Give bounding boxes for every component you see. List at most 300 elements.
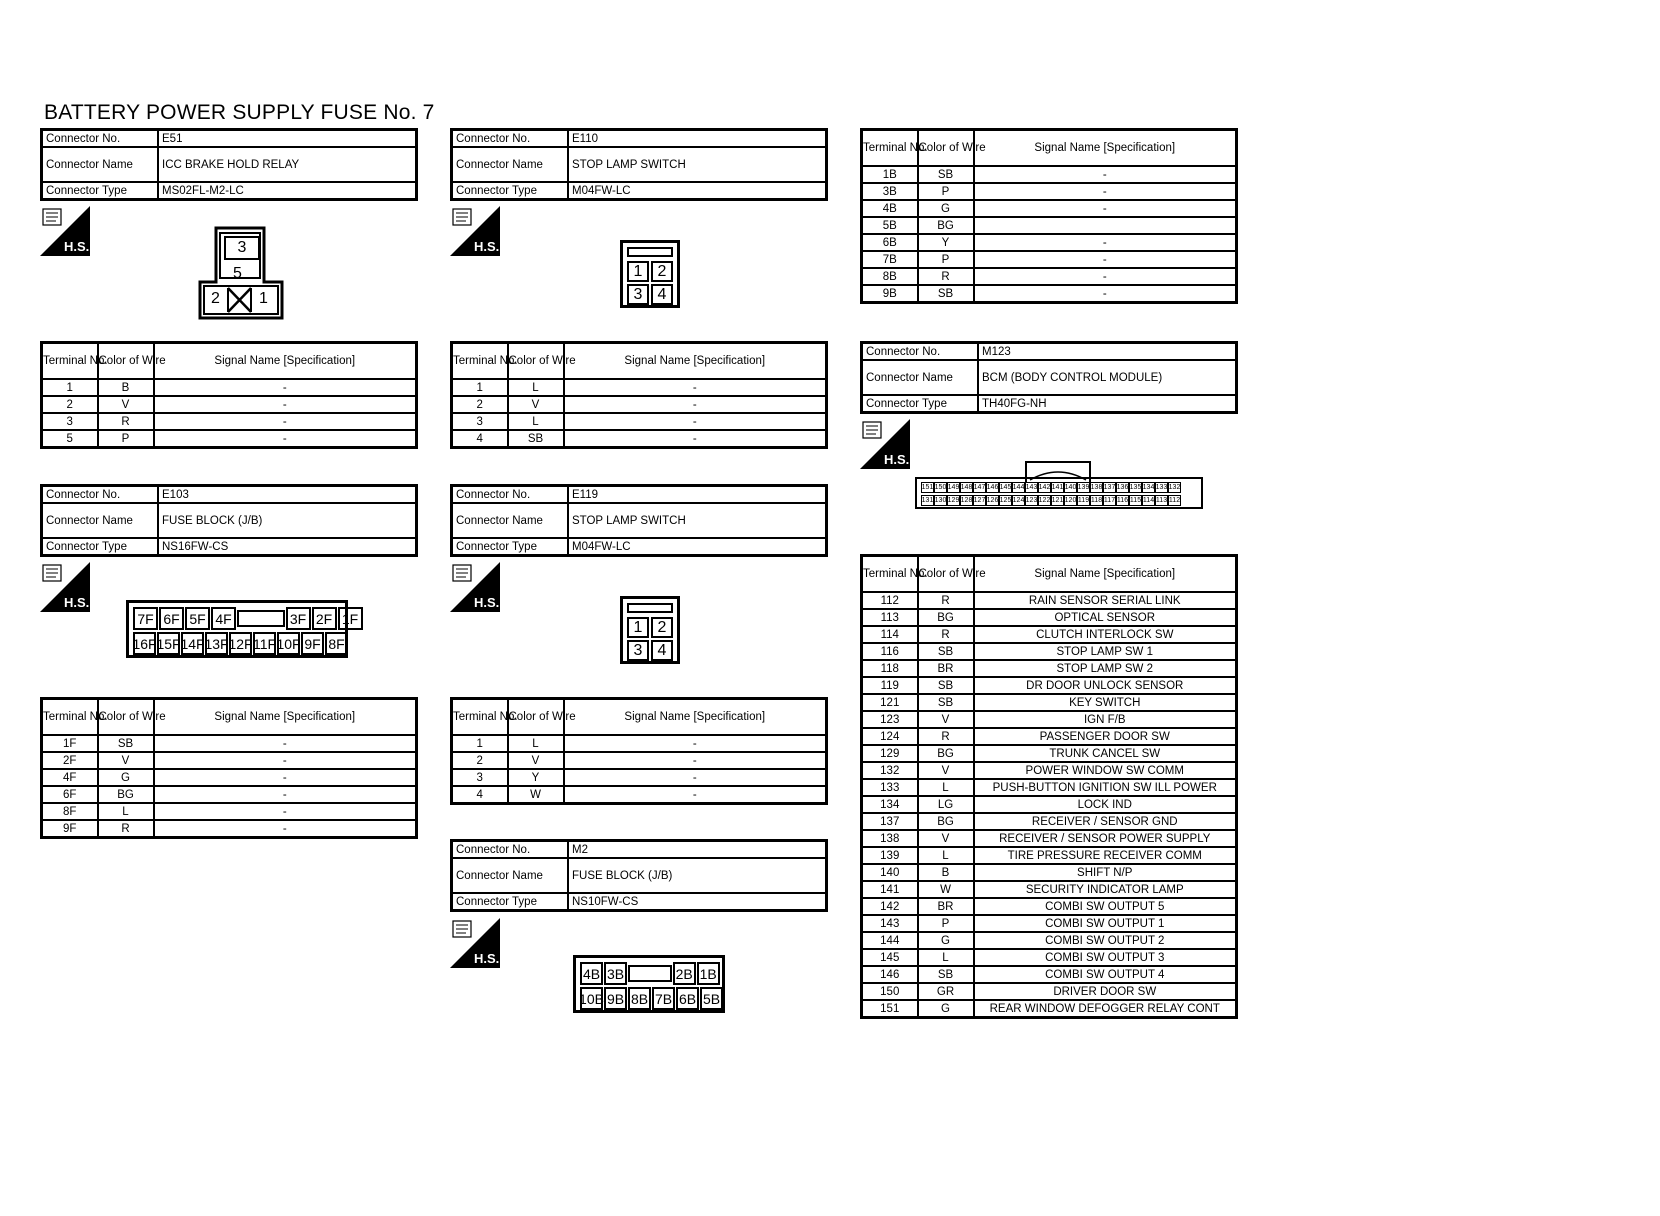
terminal-no-cell: 1F bbox=[42, 735, 98, 752]
pin-3: 3 bbox=[627, 640, 649, 661]
table-row bbox=[862, 966, 1237, 983]
signal-name-cell: - bbox=[154, 396, 417, 413]
wire-color-cell: G bbox=[918, 200, 974, 217]
color-of-wire-header: Color of Wire bbox=[98, 699, 154, 736]
color-of-wire-header: Color of Wire bbox=[508, 343, 564, 380]
pin-cell: 121 bbox=[1051, 497, 1064, 504]
connector-type-value: M04FW-LC bbox=[568, 538, 827, 556]
pin-cell: 141 bbox=[1051, 484, 1064, 491]
pin-cell: 2F bbox=[312, 607, 337, 630]
signal-name-cell: - bbox=[974, 285, 1237, 303]
wire-color-cell: BR bbox=[918, 898, 974, 915]
wire-color-cell: Y bbox=[918, 234, 974, 251]
pin-cell: 132 bbox=[1168, 484, 1181, 491]
connector-name-label: Connector Name bbox=[42, 503, 159, 538]
pin-cell: 8B bbox=[628, 987, 651, 1010]
terminal-no-cell: 140 bbox=[862, 864, 918, 881]
terminal-no-cell: 6B bbox=[862, 234, 918, 251]
table-row bbox=[862, 660, 1237, 677]
terminal-no-cell: 114 bbox=[862, 626, 918, 643]
table-row bbox=[452, 786, 827, 804]
pin-cell: 4B bbox=[580, 962, 603, 985]
connector-info-m2 bbox=[450, 839, 828, 912]
terminal-no-cell: 124 bbox=[862, 728, 918, 745]
wire-color-cell: GR bbox=[918, 983, 974, 1000]
pin-cell: 1F bbox=[338, 607, 363, 630]
signal-name-cell: COMBI SW OUTPUT 2 bbox=[974, 932, 1237, 949]
wire-color-cell: V bbox=[918, 711, 974, 728]
terminal-no-cell: 8F bbox=[42, 803, 98, 820]
pin-cell: 6F bbox=[159, 607, 184, 630]
pin-cell: 3B bbox=[604, 962, 627, 985]
pin-cell: 10F bbox=[277, 632, 300, 655]
terminal-no-cell: 119 bbox=[862, 677, 918, 694]
terminal-no-cell: 2 bbox=[452, 396, 508, 413]
pin-cell: 142 bbox=[1038, 484, 1051, 491]
terminal-no-cell: 118 bbox=[862, 660, 918, 677]
table-row bbox=[862, 592, 1237, 609]
terminal-no-cell: 3 bbox=[42, 413, 98, 430]
table-row bbox=[862, 166, 1237, 183]
pin-cell: 114 bbox=[1142, 497, 1155, 504]
pin-cell: 8F bbox=[325, 632, 348, 655]
wire-color-cell: L bbox=[508, 379, 564, 396]
wire-color-cell: BR bbox=[918, 660, 974, 677]
signal-name-cell: - bbox=[564, 769, 827, 786]
signal-name-cell: STOP LAMP SW 2 bbox=[974, 660, 1237, 677]
signal-name-cell: - bbox=[154, 413, 417, 430]
signal-name-cell: - bbox=[154, 820, 417, 838]
wire-color-cell: LG bbox=[918, 796, 974, 813]
connector-no-label: Connector No. bbox=[42, 486, 159, 504]
terminal-no-cell: 2 bbox=[42, 396, 98, 413]
table-row bbox=[862, 711, 1237, 728]
table-row bbox=[862, 251, 1237, 268]
hs-label: H.S. bbox=[64, 595, 90, 610]
connector-name-value: STOP LAMP SWITCH bbox=[568, 147, 827, 182]
signal-name-cell: - bbox=[564, 752, 827, 769]
pin-cell: 129 bbox=[947, 497, 960, 504]
harness-side-icon bbox=[450, 562, 500, 612]
wire-color-cell: L bbox=[918, 779, 974, 796]
table-row bbox=[862, 183, 1237, 200]
signal-name-cell: DRIVER DOOR SW bbox=[974, 983, 1237, 1000]
wire-color-cell: V bbox=[918, 830, 974, 847]
table-row bbox=[42, 430, 417, 448]
table-row bbox=[862, 745, 1237, 762]
terminal-no-cell: 7B bbox=[862, 251, 918, 268]
pin-cell: 130 bbox=[934, 497, 947, 504]
wire-color-cell: R bbox=[918, 268, 974, 285]
pin-cell: 120 bbox=[1064, 497, 1077, 504]
wire-color-cell: SB bbox=[918, 694, 974, 711]
table-row bbox=[862, 932, 1237, 949]
terminal-no-cell: 143 bbox=[862, 915, 918, 932]
pin-cell: 11F bbox=[253, 632, 276, 655]
terminal-no-cell: 5B bbox=[862, 217, 918, 234]
connector-type-value: M04FW-LC bbox=[568, 182, 827, 200]
wire-color-cell: R bbox=[98, 820, 154, 838]
wire-color-cell: R bbox=[918, 728, 974, 745]
wire-color-cell: L bbox=[508, 735, 564, 752]
wire-color-cell: W bbox=[918, 881, 974, 898]
table-row bbox=[862, 285, 1237, 303]
table-row bbox=[42, 379, 417, 396]
wire-color-cell: L bbox=[98, 803, 154, 820]
pin-cell: 133 bbox=[1155, 484, 1168, 491]
wire-color-cell: P bbox=[918, 251, 974, 268]
signal-name-cell: - bbox=[154, 803, 417, 820]
signal-name-header: Signal Name [Specification] bbox=[154, 343, 417, 380]
signal-name-cell: REAR WINDOW DEFOGGER RELAY CONT bbox=[974, 1000, 1237, 1018]
pin-cell: 2B bbox=[673, 962, 696, 985]
connector-latch bbox=[237, 610, 285, 627]
wire-color-cell: R bbox=[98, 413, 154, 430]
terminal-table-m2 bbox=[860, 128, 1238, 304]
connector-name-label: Connector Name bbox=[42, 147, 159, 182]
pin-cell: 118 bbox=[1090, 497, 1103, 504]
pin-cell: 124 bbox=[1012, 497, 1025, 504]
terminal-no-cell: 139 bbox=[862, 847, 918, 864]
table-row bbox=[42, 735, 417, 752]
table-row bbox=[862, 609, 1237, 626]
connector-info-m123 bbox=[860, 341, 1238, 414]
terminal-header-row bbox=[42, 699, 417, 736]
signal-name-cell bbox=[974, 217, 1237, 234]
table-row bbox=[862, 779, 1237, 796]
page-title: BATTERY POWER SUPPLY FUSE No. 7 bbox=[44, 101, 435, 124]
wire-color-cell: BG bbox=[918, 813, 974, 830]
terminal-no-cell: 141 bbox=[862, 881, 918, 898]
wire-color-cell: SB bbox=[508, 430, 564, 448]
pin-5: 5 bbox=[233, 265, 242, 282]
pin-cell: 143 bbox=[1025, 484, 1038, 491]
pin-1: 1 bbox=[627, 261, 649, 282]
color-of-wire-header: Color of Wire bbox=[98, 343, 154, 380]
pin-cell: 128 bbox=[960, 497, 973, 504]
pin-cell: 139 bbox=[1077, 484, 1090, 491]
table-row bbox=[452, 396, 827, 413]
terminal-no-cell: 4 bbox=[452, 430, 508, 448]
wire-color-cell: V bbox=[508, 752, 564, 769]
signal-name-cell: RECEIVER / SENSOR GND bbox=[974, 813, 1237, 830]
connector-type-label: Connector Type bbox=[452, 538, 569, 556]
connector-type-label: Connector Type bbox=[862, 395, 979, 413]
connector-type-value: MS02FL-M2-LC bbox=[158, 182, 417, 200]
table-row bbox=[42, 820, 417, 838]
terminal-no-header: Terminal No. bbox=[42, 343, 98, 380]
connector-type-label: Connector Type bbox=[42, 538, 159, 556]
table-row bbox=[862, 830, 1237, 847]
terminal-no-cell: 151 bbox=[862, 1000, 918, 1018]
connector-no-label: Connector No. bbox=[452, 841, 569, 859]
pin-cell: 5F bbox=[185, 607, 210, 630]
connector-name-value: FUSE BLOCK (J/B) bbox=[568, 858, 827, 893]
terminal-no-cell: 1B bbox=[862, 166, 918, 183]
pin-cell: 123 bbox=[1025, 497, 1038, 504]
pin-cell: 4F bbox=[211, 607, 236, 630]
signal-name-cell: KEY SWITCH bbox=[974, 694, 1237, 711]
table-row bbox=[862, 864, 1237, 881]
pin-cell: 9B bbox=[604, 987, 627, 1010]
terminal-no-cell: 5 bbox=[42, 430, 98, 448]
terminal-header-row bbox=[452, 699, 827, 736]
terminal-no-cell: 3 bbox=[452, 769, 508, 786]
connector-no-value: M2 bbox=[568, 841, 827, 859]
signal-name-cell: PASSENGER DOOR SW bbox=[974, 728, 1237, 745]
signal-name-cell: - bbox=[564, 396, 827, 413]
terminal-table-e103 bbox=[40, 697, 418, 839]
signal-name-cell: OPTICAL SENSOR bbox=[974, 609, 1237, 626]
table-row bbox=[862, 813, 1237, 830]
terminal-no-cell: 9F bbox=[42, 820, 98, 838]
wire-color-cell: P bbox=[918, 915, 974, 932]
table-row bbox=[862, 626, 1237, 643]
wire-color-cell: R bbox=[918, 626, 974, 643]
wire-color-cell: V bbox=[918, 762, 974, 779]
connector-no-label: Connector No. bbox=[862, 343, 979, 361]
wire-color-cell: B bbox=[98, 379, 154, 396]
table-row bbox=[452, 413, 827, 430]
table-row bbox=[862, 847, 1237, 864]
signal-name-cell: COMBI SW OUTPUT 5 bbox=[974, 898, 1237, 915]
signal-name-cell: RECEIVER / SENSOR POWER SUPPLY bbox=[974, 830, 1237, 847]
pin-cell: 151 bbox=[921, 484, 934, 491]
terminal-no-cell: 121 bbox=[862, 694, 918, 711]
connector-face-m2 bbox=[573, 955, 725, 1013]
terminal-no-cell: 1 bbox=[452, 379, 508, 396]
table-row bbox=[862, 898, 1237, 915]
signal-name-cell: DR DOOR UNLOCK SENSOR bbox=[974, 677, 1237, 694]
terminal-no-header: Terminal No. bbox=[452, 699, 508, 736]
table-row bbox=[862, 881, 1237, 898]
color-of-wire-header: Color of Wire bbox=[918, 556, 974, 593]
wire-color-cell: G bbox=[918, 932, 974, 949]
connector-face-e110 bbox=[620, 240, 680, 308]
pin-2: 2 bbox=[651, 617, 673, 638]
pin-cell: 113 bbox=[1155, 497, 1168, 504]
wire-color-cell: R bbox=[918, 592, 974, 609]
signal-name-header: Signal Name [Specification] bbox=[154, 699, 417, 736]
table-row bbox=[452, 769, 827, 786]
pin-cell: 137 bbox=[1103, 484, 1116, 491]
wire-color-cell: BG bbox=[918, 609, 974, 626]
signal-name-cell: - bbox=[974, 234, 1237, 251]
terminal-no-cell: 1 bbox=[42, 379, 98, 396]
wire-color-cell: Y bbox=[508, 769, 564, 786]
signal-name-cell: RAIN SENSOR SERIAL LINK bbox=[974, 592, 1237, 609]
table-row bbox=[452, 735, 827, 752]
terminal-header-row bbox=[862, 556, 1237, 593]
table-row bbox=[862, 762, 1237, 779]
pin-cell: 5B bbox=[700, 987, 723, 1010]
pin-cell: 125 bbox=[999, 497, 1012, 504]
connector-info-e110 bbox=[450, 128, 828, 201]
table-row bbox=[42, 769, 417, 786]
pin-cell: 134 bbox=[1142, 484, 1155, 491]
signal-name-header: Signal Name [Specification] bbox=[974, 130, 1237, 167]
table-row bbox=[862, 983, 1237, 1000]
signal-name-cell: COMBI SW OUTPUT 3 bbox=[974, 949, 1237, 966]
terminal-no-cell: 116 bbox=[862, 643, 918, 660]
pin-cell: 136 bbox=[1116, 484, 1129, 491]
wire-color-cell: L bbox=[918, 949, 974, 966]
signal-name-header: Signal Name [Specification] bbox=[564, 343, 827, 380]
signal-name-cell: TRUNK CANCEL SW bbox=[974, 745, 1237, 762]
terminal-no-cell: 4F bbox=[42, 769, 98, 786]
pin-cell: 149 bbox=[947, 484, 960, 491]
connector-name-label: Connector Name bbox=[862, 360, 979, 395]
pin-cell: 138 bbox=[1090, 484, 1103, 491]
table-row bbox=[862, 949, 1237, 966]
wire-color-cell: L bbox=[508, 413, 564, 430]
color-of-wire-header: Color of Wire bbox=[918, 130, 974, 167]
signal-name-cell: - bbox=[564, 735, 827, 752]
terminal-table-m123 bbox=[860, 554, 1238, 1019]
terminal-no-cell: 146 bbox=[862, 966, 918, 983]
signal-name-cell: SHIFT N/P bbox=[974, 864, 1237, 881]
pin-1: 1 bbox=[259, 290, 268, 307]
pin-cell: 119 bbox=[1077, 497, 1090, 504]
connector-no-label: Connector No. bbox=[452, 486, 569, 504]
signal-name-cell: - bbox=[154, 769, 417, 786]
terminal-no-cell: 145 bbox=[862, 949, 918, 966]
pin-cell: 13F bbox=[205, 632, 228, 655]
wire-color-cell: SB bbox=[918, 643, 974, 660]
terminal-no-cell: 144 bbox=[862, 932, 918, 949]
wire-color-cell: SB bbox=[98, 735, 154, 752]
hs-label: H.S. bbox=[64, 239, 90, 254]
table-row bbox=[452, 430, 827, 448]
signal-name-cell: - bbox=[974, 183, 1237, 200]
table-row bbox=[42, 786, 417, 803]
table-row bbox=[452, 379, 827, 396]
signal-name-cell: - bbox=[154, 786, 417, 803]
connector-face-e103 bbox=[126, 600, 359, 658]
signal-name-cell: LOCK IND bbox=[974, 796, 1237, 813]
connector-type-label: Connector Type bbox=[452, 893, 569, 911]
terminal-no-cell: 142 bbox=[862, 898, 918, 915]
connector-face-e119 bbox=[620, 596, 680, 664]
pin-cell: 16F bbox=[133, 632, 156, 655]
connector-no-label: Connector No. bbox=[42, 130, 159, 148]
hs-label: H.S. bbox=[474, 239, 500, 254]
signal-name-cell: - bbox=[974, 166, 1237, 183]
table-row bbox=[862, 234, 1237, 251]
pin-cell: 144 bbox=[1012, 484, 1025, 491]
wire-color-cell: SB bbox=[918, 285, 974, 303]
terminal-no-cell: 129 bbox=[862, 745, 918, 762]
table-row bbox=[862, 1000, 1237, 1018]
signal-name-cell: - bbox=[974, 268, 1237, 285]
connector-type-value: NS16FW-CS bbox=[158, 538, 417, 556]
pin-4: 4 bbox=[651, 640, 673, 661]
connector-no-value: M123 bbox=[978, 343, 1237, 361]
pin-cell: 117 bbox=[1103, 497, 1116, 504]
pin-cell: 135 bbox=[1129, 484, 1142, 491]
table-row bbox=[862, 677, 1237, 694]
terminal-no-cell: 8B bbox=[862, 268, 918, 285]
signal-name-cell: - bbox=[974, 251, 1237, 268]
table-row bbox=[42, 803, 417, 820]
connector-name-value: ICC BRAKE HOLD RELAY bbox=[158, 147, 417, 182]
terminal-no-cell: 134 bbox=[862, 796, 918, 813]
terminal-no-cell: 133 bbox=[862, 779, 918, 796]
terminal-no-header: Terminal No. bbox=[452, 343, 508, 380]
pin-3: 3 bbox=[627, 284, 649, 305]
table-row bbox=[862, 268, 1237, 285]
pin-cell: 150 bbox=[934, 484, 947, 491]
connector-info-e103 bbox=[40, 484, 418, 557]
signal-name-cell: - bbox=[154, 735, 417, 752]
connector-name-value: FUSE BLOCK (J/B) bbox=[158, 503, 417, 538]
pin-cell: 10B bbox=[580, 987, 603, 1010]
connector-no-value: E103 bbox=[158, 486, 417, 504]
signal-name-cell: - bbox=[154, 752, 417, 769]
terminal-table-e51 bbox=[40, 341, 418, 449]
wire-color-cell: SB bbox=[918, 677, 974, 694]
harness-side-icon bbox=[40, 562, 90, 612]
signal-name-cell: SECURITY INDICATOR LAMP bbox=[974, 881, 1237, 898]
signal-name-cell: - bbox=[564, 379, 827, 396]
connector-no-value: E119 bbox=[568, 486, 827, 504]
connector-type-label: Connector Type bbox=[452, 182, 569, 200]
wire-color-cell: SB bbox=[918, 166, 974, 183]
pin-cell: 1B bbox=[697, 962, 720, 985]
connector-no-label: Connector No. bbox=[452, 130, 569, 148]
pin-cell: 145 bbox=[999, 484, 1012, 491]
pin-cell: 122 bbox=[1038, 497, 1051, 504]
terminal-no-header: Terminal No. bbox=[42, 699, 98, 736]
table-row bbox=[862, 728, 1237, 745]
signal-name-cell: TIRE PRESSURE RECEIVER COMM bbox=[974, 847, 1237, 864]
signal-name-cell: - bbox=[974, 200, 1237, 217]
connector-name-value: STOP LAMP SWITCH bbox=[568, 503, 827, 538]
connector-type-label: Connector Type bbox=[42, 182, 159, 200]
wire-color-cell: G bbox=[918, 1000, 974, 1018]
terminal-no-cell: 4B bbox=[862, 200, 918, 217]
signal-name-cell: CLUTCH INTERLOCK SW bbox=[974, 626, 1237, 643]
terminal-no-cell: 2F bbox=[42, 752, 98, 769]
wire-color-cell: P bbox=[98, 430, 154, 448]
connector-no-value: E51 bbox=[158, 130, 417, 148]
wire-color-cell: W bbox=[508, 786, 564, 804]
pin-cell: 3F bbox=[286, 607, 311, 630]
pin-cell: 115 bbox=[1129, 497, 1142, 504]
pin-cell: 112 bbox=[1168, 497, 1181, 504]
pin-cell: 9F bbox=[301, 632, 324, 655]
connector-latch bbox=[628, 965, 672, 982]
table-row bbox=[42, 413, 417, 430]
connector-info-e119 bbox=[450, 484, 828, 557]
pin-cell: 12F bbox=[229, 632, 252, 655]
connector-type-value: NS10FW-CS bbox=[568, 893, 827, 911]
connector-name-label: Connector Name bbox=[452, 503, 569, 538]
terminal-table-e119 bbox=[450, 697, 828, 805]
pin-4: 4 bbox=[651, 284, 673, 305]
terminal-no-cell: 113 bbox=[862, 609, 918, 626]
pin-cell: 126 bbox=[986, 497, 999, 504]
connector-type-value: TH40FG-NH bbox=[978, 395, 1237, 413]
harness-side-icon bbox=[40, 206, 90, 256]
signal-name-header: Signal Name [Specification] bbox=[974, 556, 1237, 593]
terminal-no-cell: 9B bbox=[862, 285, 918, 303]
signal-name-cell: - bbox=[154, 430, 417, 448]
signal-name-cell: - bbox=[564, 430, 827, 448]
table-row bbox=[862, 915, 1237, 932]
wire-color-cell: V bbox=[508, 396, 564, 413]
wire-color-cell: P bbox=[918, 183, 974, 200]
